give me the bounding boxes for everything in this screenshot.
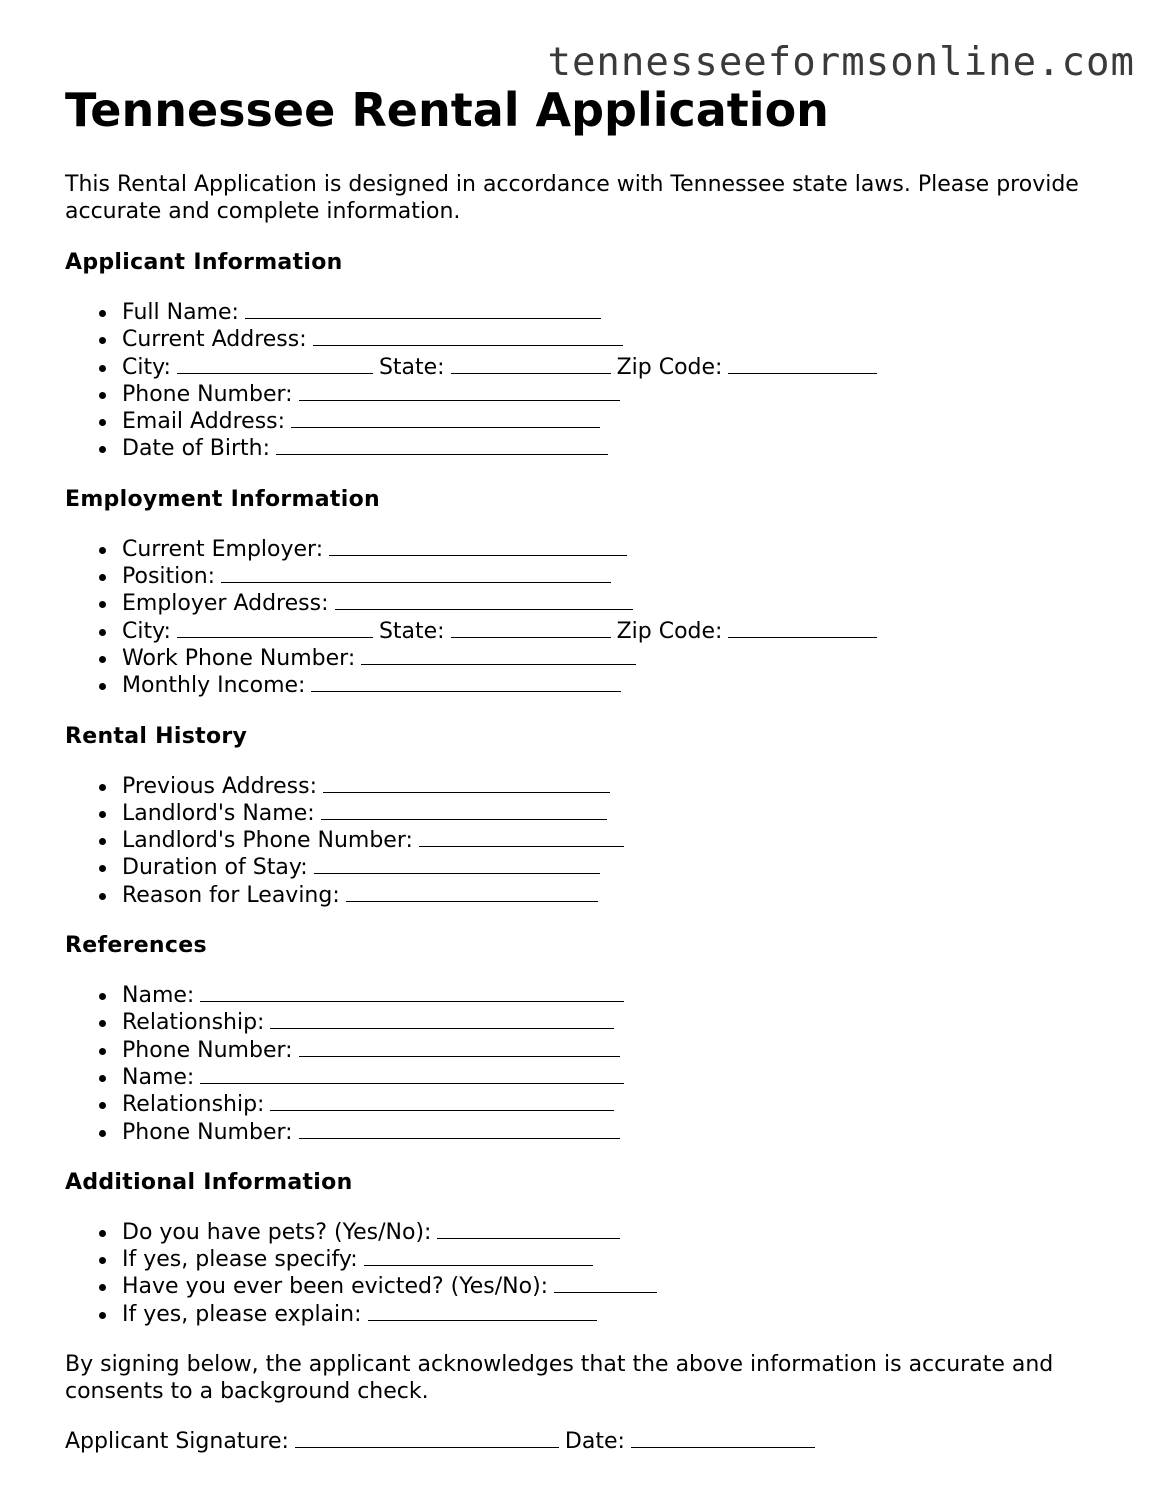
pets-specify-field[interactable]: [364, 1246, 593, 1266]
section-heading-additional: Additional Information: [65, 1169, 353, 1195]
field-label: Phone Number:: [122, 381, 293, 407]
signature-label: Applicant Signature:: [65, 1429, 289, 1455]
watermark: tennesseeformsonline.com: [547, 40, 1135, 85]
list-item: [122, 1009, 1125, 1036]
reference-1-name-field[interactable]: [200, 982, 624, 1002]
landlord-name-field[interactable]: [321, 800, 607, 820]
field-label: Current Address:: [122, 327, 307, 353]
employer-state-field[interactable]: [451, 618, 611, 638]
list-item: [122, 982, 1125, 1009]
field-label: Reason for Leaving:: [122, 882, 340, 908]
list-item: [122, 1064, 1125, 1091]
intro-text: This Rental Application is designed in accordance with Tennessee state laws. Please provide accurate and complete information.: [65, 172, 1079, 224]
field-label: Monthly Income:: [122, 673, 306, 699]
applicant-signature-field[interactable]: [295, 1428, 559, 1448]
list-item: [122, 563, 1125, 590]
additional-fields-list: [65, 1219, 1125, 1328]
field-label: Zip Code:: [616, 618, 723, 644]
current-employer-field[interactable]: [329, 536, 627, 556]
list-item: [122, 1273, 1125, 1300]
field-label: City:: [122, 618, 171, 644]
field-label: Do you have pets? (Yes/No):: [122, 1219, 432, 1245]
list-item: [122, 645, 1125, 672]
reference-2-phone-field[interactable]: [299, 1119, 620, 1139]
section-heading-employment: Employment Information: [65, 486, 380, 512]
employer-address-field[interactable]: [335, 590, 633, 610]
field-label: Employer Address:: [122, 591, 329, 617]
list-item: [122, 435, 1125, 462]
field-label: If yes, please explain:: [122, 1301, 362, 1327]
section-heading-applicant: Applicant Information: [65, 250, 343, 275]
date-of-birth-field[interactable]: [276, 435, 608, 455]
field-label: State:: [378, 354, 445, 380]
list-item: [122, 1246, 1125, 1273]
page-title: Tennessee Rental Application: [65, 83, 829, 137]
rental-history-fields-list: [65, 773, 1125, 909]
list-item: [122, 773, 1125, 800]
field-label: Current Employer:: [122, 536, 324, 562]
reference-2-relationship-field[interactable]: [270, 1091, 614, 1111]
employer-city-field[interactable]: [177, 618, 373, 638]
list-item: [122, 536, 1125, 563]
signature-line: [65, 1428, 1125, 1455]
field-label: City:: [122, 354, 171, 380]
field-label: Relationship:: [122, 1092, 265, 1118]
full-name-field[interactable]: [245, 299, 601, 319]
field-label: Full Name:: [122, 300, 239, 325]
landlord-phone-number-field[interactable]: [419, 827, 624, 847]
position-field[interactable]: [221, 563, 611, 583]
field-label: Previous Address:: [122, 773, 317, 799]
list-item: [122, 1037, 1125, 1064]
field-label: Have you ever been evicted? (Yes/No):: [122, 1274, 549, 1300]
field-label: Date of Birth:: [122, 436, 271, 462]
list-item: [122, 590, 1125, 617]
list-item: [122, 854, 1125, 881]
reference-2-name-field[interactable]: [200, 1064, 624, 1084]
list-item: [122, 618, 1125, 645]
employment-fields-list: [65, 536, 1125, 700]
field-label: Work Phone Number:: [122, 645, 356, 671]
field-label: Landlord's Name:: [122, 800, 315, 826]
field-label: Phone Number:: [122, 1119, 293, 1145]
field-label: Position:: [122, 564, 216, 590]
field-label: If yes, please specify:: [122, 1247, 358, 1273]
field-label: Relationship:: [122, 1010, 265, 1036]
field-label: Phone Number:: [122, 1037, 293, 1063]
list-item: [122, 1119, 1125, 1146]
list-item: [122, 299, 1125, 326]
list-item: [122, 326, 1125, 353]
evicted-field[interactable]: [554, 1273, 657, 1293]
previous-address-field[interactable]: [323, 773, 610, 793]
employer-zip-code-field[interactable]: [728, 618, 877, 638]
reference-1-phone-field[interactable]: [299, 1037, 620, 1057]
evicted-explain-field[interactable]: [368, 1301, 597, 1321]
city-field[interactable]: [177, 354, 373, 374]
pets-field[interactable]: [437, 1219, 620, 1239]
section-heading-rental-history: Rental History: [65, 723, 248, 749]
field-label: Landlord's Phone Number:: [122, 828, 413, 854]
monthly-income-field[interactable]: [311, 672, 621, 692]
list-item: [122, 354, 1125, 381]
section-heading-references: References: [65, 933, 207, 959]
field-label: Zip Code:: [616, 354, 723, 380]
list-item: [122, 800, 1125, 827]
phone-number-field[interactable]: [299, 381, 620, 401]
list-item: [122, 672, 1125, 699]
date-label: Date:: [564, 1429, 625, 1455]
current-address-field[interactable]: [313, 326, 623, 346]
zip-code-field[interactable]: [728, 354, 877, 374]
duration-of-stay-field[interactable]: [314, 854, 600, 874]
field-label: Name:: [122, 983, 195, 1009]
list-item: [122, 1091, 1125, 1118]
reason-for-leaving-field[interactable]: [346, 882, 598, 902]
field-label: Duration of Stay:: [122, 855, 308, 881]
applicant-fields-list: [65, 299, 1125, 463]
document-page: [65, 82, 1125, 1455]
field-label: Email Address:: [122, 409, 286, 435]
list-item: [122, 408, 1125, 435]
state-field[interactable]: [451, 354, 611, 374]
list-item: [122, 882, 1125, 909]
signature-date-field[interactable]: [631, 1428, 815, 1448]
list-item: [122, 1301, 1125, 1328]
list-item: [122, 827, 1125, 854]
field-label: State:: [378, 618, 445, 644]
list-item: [122, 1219, 1125, 1246]
consent-text: By signing below, the applicant acknowledges that the above information is accurate and consents to a background check.: [65, 1352, 1054, 1405]
field-label: Name:: [122, 1064, 195, 1090]
references-fields-list: [65, 982, 1125, 1146]
email-address-field[interactable]: [291, 408, 600, 428]
work-phone-number-field[interactable]: [361, 645, 636, 665]
reference-1-relationship-field[interactable]: [270, 1009, 614, 1029]
list-item: [122, 381, 1125, 408]
